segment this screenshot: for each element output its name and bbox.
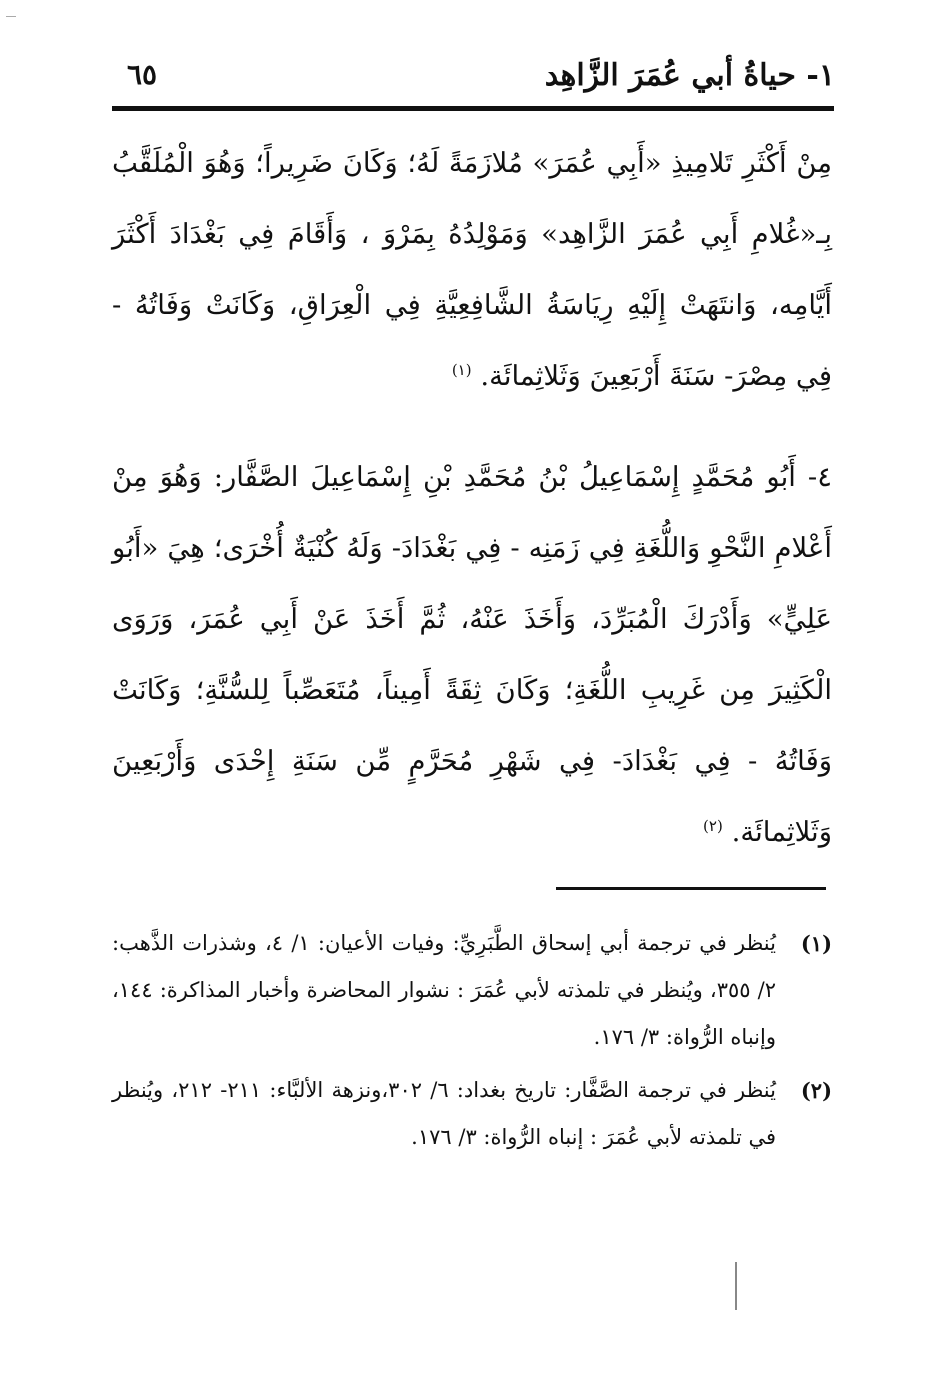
- footnote-2: [112, 1067, 832, 1161]
- footnote-ref-2: (٢): [703, 816, 723, 835]
- scan-corner-mark: [6, 16, 16, 17]
- paragraph-1: [112, 128, 832, 412]
- footnote-text: يُنظر في ترجمة أبي إسحاق الطَّبَرِيِّ: وفيات الأعيان: ١/ ٤، وشذرات الذَّهب: ٢/ ٣٥٥، ويُنظر في تلمذته لأبي عُمَرَ : نشوار المحاضرة وأخبار المذاكرة: ١٤٤، وإنباه الرُّواة: ٣/ ١٧٦.: [112, 931, 776, 1049]
- running-title: ١- حياةُ أبي عُمَرَ الزَّاهِد: [544, 58, 835, 93]
- paragraph-2-text: ٤- أَبُو مُحَمَّدٍ إِسْمَاعِيلُ بْنُ مُحَمَّدِ بْنِ إِسْمَاعِيلَ الصَّفَّار: وَهُوَ مِنْ أَعْلامِ النَّحْوِ وَاللُّغَةِ فِي زَمَنِه - فِي بَغْدَادَ- وَلَهُ كُنْيَةٌ أُخْرَى؛ هِيَ «أَبُو عَلِيٍّ» وَأَدْرَكَ الْمُبَرِّدَ، وَأَخَذَ عَنْهُ، ثُمَّ أَخَذَ عَنْ أَبِي عُمَرَ، وَرَوَى الْكَثِيرَ مِن غَرِيبِ اللُّغَةِ؛ وَكَانَ ثِقَةً أَمِيناً، مُتَعَصِّباً لِلسُّنَّةِ؛ وَكَانَتْ وَفَاتُهُ - فِي بَغْدَادَ- فِي شَهْرِ مُحَرَّمٍ مِّن سَنَةِ إِحْدَى وَأَرْبَعِينَ وَثَلاثِمائَة.: [112, 461, 832, 848]
- footnote-text: يُنظر في ترجمة الصَّفَّار: تاريخ بغداد: ٦/ ٣٠٢،ونزهة الألبَّاء: ٢١١- ٢١٢، ويُنظر في تلمذته لأبي عُمَرَ : إنباه الرُّواة: ٣/ ١٧٦.: [112, 1078, 776, 1149]
- page-header: [115, 50, 835, 102]
- footnote-ref-1: (١): [451, 360, 472, 379]
- header-rule: [112, 106, 834, 111]
- paragraph-1-text: مِنْ أَكْثَرِ تَلامِيذِ «أَبِي عُمَرَ» مُلازَمَةً لَهُ؛ وَكَانَ ضَرِيراً؛ وَهُوَ الْمُلَقَّبُ بِـ«غُلامِ أَبِي عُمَرَ الزَّاهِد» وَمَوْلِدُهُ بِمَرْوَ ، وَأَقَامَ فِي بَغْدَادَ أَكْثَرَ أَيَّامِه، وَانتَهَتْ إِلَيْهِ رِيَاسَةُ الشَّافِعِيَّةِ فِي الْعِرَاقِ، وَكَانَتْ وَفَاتُهُ - فِي مِصْرَ- سَنَةَ أَرْبَعِينَ وَثَلاثِمائَة.: [112, 147, 832, 392]
- main-text: [112, 128, 832, 868]
- footnote-number: (٢): [800, 1078, 832, 1103]
- paragraph-2: [112, 442, 832, 868]
- footnote-separator: [556, 887, 826, 890]
- scan-margin-mark: [735, 1262, 737, 1310]
- page-number: ٦٥: [127, 58, 158, 91]
- footnote-number: (١): [800, 931, 832, 956]
- footnote-1: [112, 920, 832, 1061]
- footnotes: [112, 920, 832, 1161]
